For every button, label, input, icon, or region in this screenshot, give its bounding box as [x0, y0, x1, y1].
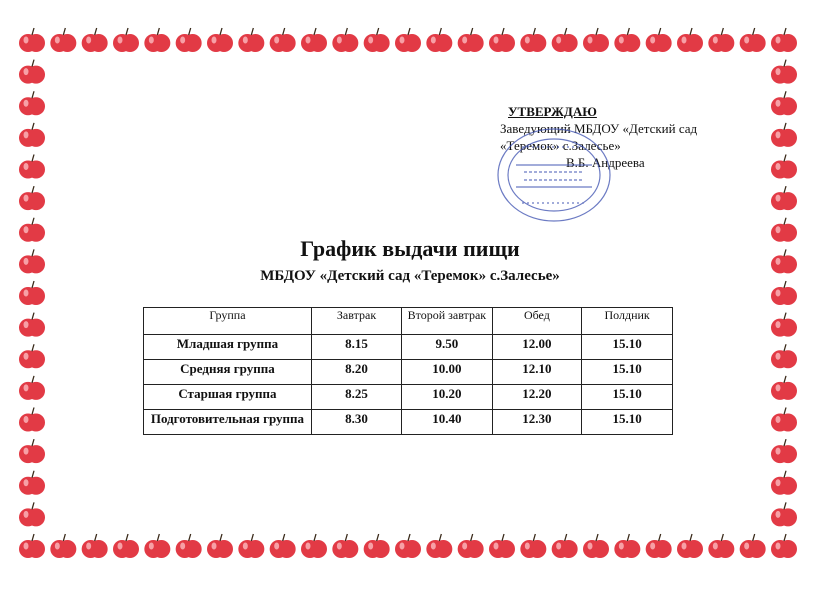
apple-icon [646, 534, 672, 558]
apple-icon [19, 502, 45, 526]
apple-icon [458, 28, 484, 52]
apple-icon [646, 28, 672, 52]
apple-icon [19, 123, 45, 147]
apple-icon [364, 28, 390, 52]
apple-icon [270, 28, 296, 52]
approval-signature: В.Б. Андреева [566, 155, 645, 170]
apple-icon [50, 534, 76, 558]
second-breakfast-time: 10.20 [402, 385, 492, 410]
apple-icon [552, 534, 578, 558]
apple-icon [520, 534, 546, 558]
round-stamp-icon [494, 125, 614, 225]
apple-icon [771, 60, 797, 84]
lunch-time: 12.30 [492, 410, 582, 435]
apple-icon [677, 28, 703, 52]
apple-icon [19, 344, 45, 368]
apple-icon [364, 534, 390, 558]
apple-icon [771, 534, 797, 558]
apple-icon [426, 534, 452, 558]
apple-icon [520, 28, 546, 52]
apple-icon [395, 534, 421, 558]
apple-icon [19, 439, 45, 463]
snack-time: 15.10 [582, 385, 673, 410]
apple-icon [740, 534, 766, 558]
snack-time: 15.10 [582, 335, 673, 360]
apple-icon [238, 534, 264, 558]
approval-position-line: Заведующий МБДОУ «Детский сад [500, 121, 698, 136]
apple-icon [19, 408, 45, 432]
header-snack: Полдник [582, 308, 673, 335]
apple-icon [113, 534, 139, 558]
apple-icon [771, 439, 797, 463]
header-second-breakfast: Второй завтрак [402, 308, 492, 335]
breakfast-time: 8.25 [311, 385, 401, 410]
second-breakfast-time: 10.40 [402, 410, 492, 435]
apple-icon [708, 28, 734, 52]
apple-icon [771, 313, 797, 337]
apple-icon [583, 534, 609, 558]
apple-icon [332, 28, 358, 52]
apple-icon [708, 534, 734, 558]
apple-icon [332, 534, 358, 558]
approval-heading: УТВЕРЖДАЮ [508, 104, 597, 119]
header-group: Группа [144, 308, 312, 335]
apple-icon [552, 28, 578, 52]
apple-icon [771, 471, 797, 495]
apple-icon [19, 186, 45, 210]
apple-icon [583, 28, 609, 52]
apple-icon [50, 28, 76, 52]
snack-time: 15.10 [582, 360, 673, 385]
apple-icon [771, 186, 797, 210]
page-title: График выдачи пищи [300, 236, 520, 261]
apple-icon [301, 28, 327, 52]
breakfast-time: 8.20 [311, 360, 401, 385]
apple-icon [238, 28, 264, 52]
apple-icon [489, 534, 515, 558]
apple-icon [19, 60, 45, 84]
apple-icon [19, 471, 45, 495]
header-lunch: Обед [492, 308, 582, 335]
apple-icon [301, 534, 327, 558]
meal-schedule-table [143, 307, 673, 435]
apple-icon [270, 534, 296, 558]
apple-icon [207, 534, 233, 558]
page-subtitle: МБДОУ «Детский сад «Теремок» с.Залесье» [260, 268, 560, 284]
apple-icon [395, 28, 421, 52]
apple-icon [614, 28, 640, 52]
apple-icon [144, 28, 170, 52]
group-name: Подготовительная группа [144, 410, 312, 435]
table-row [144, 385, 673, 410]
apple-icon [771, 502, 797, 526]
apple-icon [771, 408, 797, 432]
approval-organization-line: «Теремок» с.Залесье» [500, 138, 621, 153]
apple-icon [771, 344, 797, 368]
apple-icon [458, 534, 484, 558]
second-breakfast-time: 9.50 [402, 335, 492, 360]
apple-icon [19, 376, 45, 400]
breakfast-time: 8.30 [311, 410, 401, 435]
table-header-row [144, 308, 673, 335]
apple-icon [113, 28, 139, 52]
apple-icon [740, 28, 766, 52]
apple-icon [82, 28, 108, 52]
table-row [144, 335, 673, 360]
table-row [144, 360, 673, 385]
lunch-time: 12.20 [492, 385, 582, 410]
apple-icon [144, 534, 170, 558]
header-breakfast: Завтрак [311, 308, 401, 335]
apple-icon [176, 28, 202, 52]
table-row [144, 410, 673, 435]
group-name: Средняя группа [144, 360, 312, 385]
group-name: Младшая группа [144, 335, 312, 360]
apple-icon [614, 534, 640, 558]
group-name: Старшая группа [144, 385, 312, 410]
apple-icon [426, 28, 452, 52]
apple-icon [19, 155, 45, 179]
apple-icon [19, 28, 45, 52]
apple-icon [207, 28, 233, 52]
second-breakfast-time: 10.00 [402, 360, 492, 385]
apple-icon [771, 376, 797, 400]
lunch-time: 12.10 [492, 360, 582, 385]
apple-icon [677, 534, 703, 558]
breakfast-time: 8.15 [311, 335, 401, 360]
lunch-time: 12.00 [492, 335, 582, 360]
apple-icon [19, 91, 45, 115]
apple-icon [19, 313, 45, 337]
apple-icon [176, 534, 202, 558]
snack-time: 15.10 [582, 410, 673, 435]
apple-icon [771, 28, 797, 52]
apple-icon [82, 534, 108, 558]
apple-icon [19, 534, 45, 558]
apple-icon [489, 28, 515, 52]
